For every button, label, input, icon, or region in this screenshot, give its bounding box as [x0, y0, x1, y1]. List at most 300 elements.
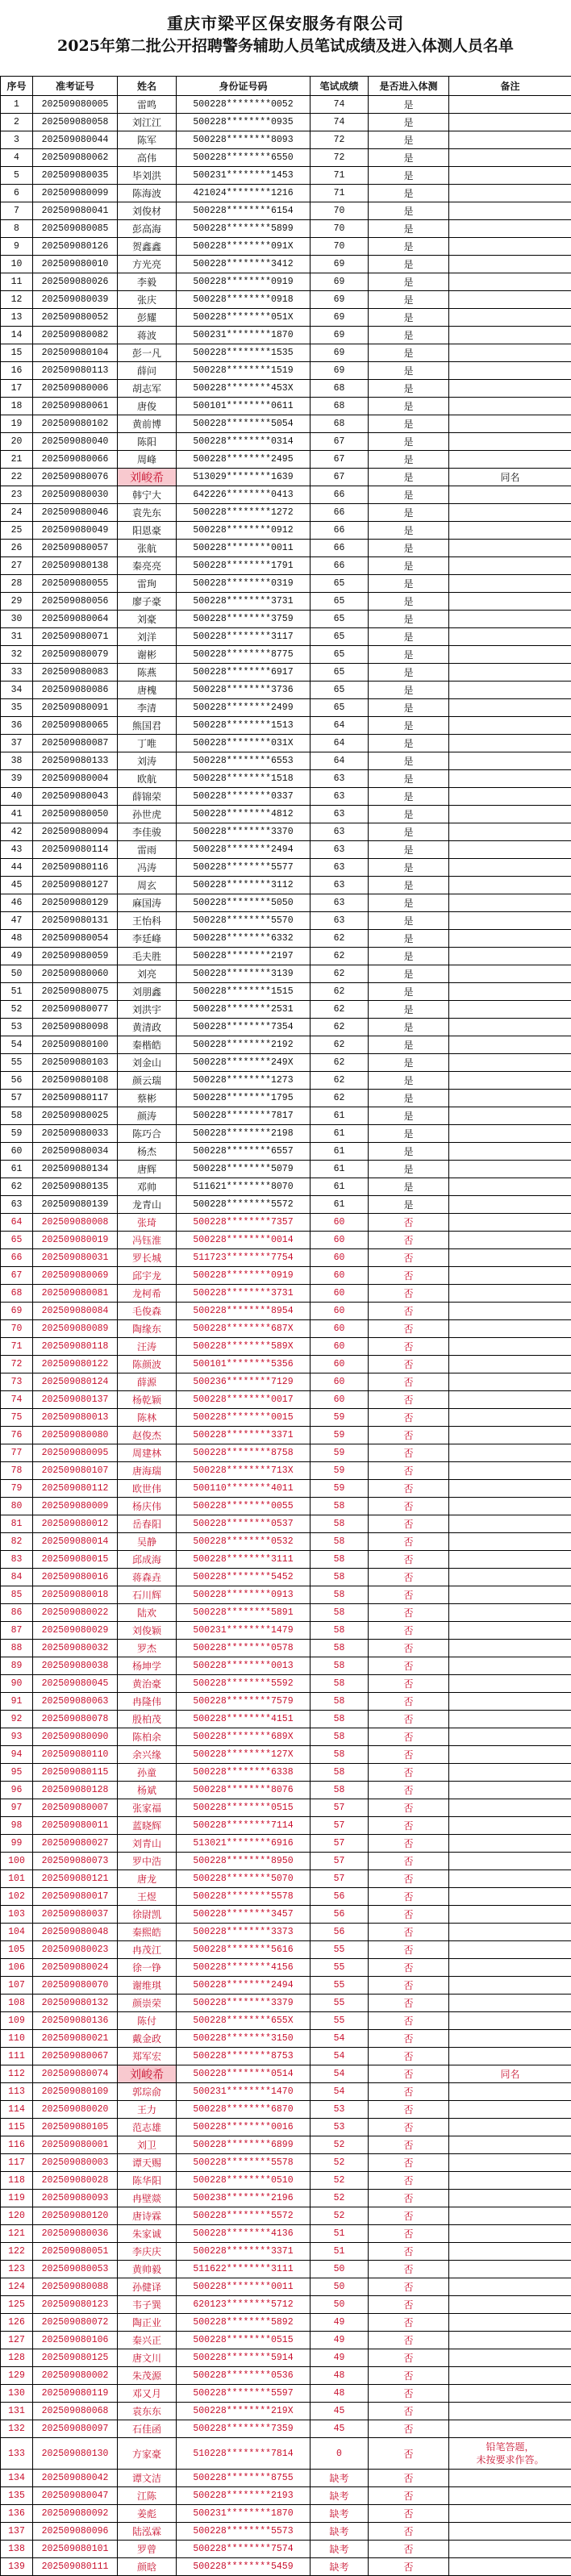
remarks [449, 717, 571, 735]
written-score: 69 [311, 256, 369, 273]
id-number: 500228********3371 [177, 2243, 311, 2261]
id-number: 500228********8755 [177, 2470, 311, 2487]
remarks [449, 1054, 571, 1072]
table-row [1, 1977, 571, 1995]
header-exam-number: 准考证号 [33, 77, 118, 96]
candidate-name: 刘洋 [118, 628, 177, 646]
written-score: 61 [311, 1107, 369, 1125]
list-title: 2025年第二批公开招聘警务辅助人员笔试成绩及进入体测人员名单 [0, 35, 571, 56]
table-row [1, 1888, 571, 1906]
exam-number: 202509080046 [33, 504, 118, 522]
advance-status: 否 [369, 1782, 449, 1799]
candidate-name: 徐一铮 [118, 1959, 177, 1977]
exam-number: 202509080074 [33, 2065, 118, 2083]
written-score: 55 [311, 1959, 369, 1977]
id-number: 500228********589X [177, 1338, 311, 1356]
remarks [449, 2296, 571, 2314]
candidate-name: 刘俊颖 [118, 1622, 177, 1640]
table-row [1, 1072, 571, 1090]
remarks [449, 1817, 571, 1835]
advance-status: 否 [369, 2207, 449, 2225]
id-number: 500228********3759 [177, 611, 311, 628]
exam-number: 202509080003 [33, 2154, 118, 2172]
exam-number: 202509080086 [33, 682, 118, 699]
remarks [449, 1995, 571, 2012]
id-number: 500228********3112 [177, 877, 311, 894]
candidate-name: 张航 [118, 540, 177, 557]
exam-number: 202509080109 [33, 2083, 118, 2101]
table-row [1, 752, 571, 770]
table-row [1, 2083, 571, 2101]
written-score: 57 [311, 1799, 369, 1817]
advance-status: 否 [369, 2367, 449, 2385]
advance-status: 否 [369, 1711, 449, 1728]
id-number: 500228********5892 [177, 2314, 311, 2332]
exam-number: 202509080112 [33, 1480, 118, 1498]
table-row [1, 2523, 571, 2541]
table-row [1, 1391, 571, 1409]
advance-status: 否 [369, 2558, 449, 2576]
id-number: 500228********6557 [177, 1143, 311, 1161]
written-score: 63 [311, 859, 369, 877]
id-number: 500228********6553 [177, 752, 311, 770]
remarks [449, 114, 571, 131]
advance-status: 是 [369, 983, 449, 1001]
id-number: 510228********7814 [177, 2438, 311, 2470]
written-score: 72 [311, 149, 369, 167]
id-number: 500228********1272 [177, 504, 311, 522]
table-row [1, 1764, 571, 1782]
written-score: 60 [311, 1320, 369, 1338]
exam-number: 202509080035 [33, 167, 118, 185]
candidate-name: 陈海波 [118, 185, 177, 202]
exam-number: 202509080051 [33, 2243, 118, 2261]
remarks [449, 1569, 571, 1586]
remarks [449, 1906, 571, 1924]
candidate-name: 刘亮 [118, 965, 177, 983]
advance-status: 否 [369, 1267, 449, 1285]
candidate-name: 李毅 [118, 273, 177, 291]
candidate-name: 杨斌 [118, 1782, 177, 1799]
id-number: 500228********3457 [177, 1906, 311, 1924]
table-row [1, 1444, 571, 1462]
exam-number: 202509080089 [33, 1320, 118, 1338]
written-score: 缺考 [311, 2523, 369, 2541]
exam-number: 202509080073 [33, 1853, 118, 1870]
candidate-name: 邱成海 [118, 1551, 177, 1569]
advance-status: 是 [369, 398, 449, 415]
id-number: 500228********6154 [177, 202, 311, 220]
candidate-name: 唐辉 [118, 1161, 177, 1178]
remarks [449, 522, 571, 540]
written-score: 69 [311, 362, 369, 380]
table-row [1, 983, 571, 1001]
written-score: 60 [311, 1391, 369, 1409]
row-index: 88 [1, 1640, 33, 1657]
id-number: 500228********5592 [177, 1675, 311, 1693]
candidate-name: 唐文川 [118, 2349, 177, 2367]
remarks [449, 2136, 571, 2154]
remarks [449, 1657, 571, 1675]
row-index: 83 [1, 1551, 33, 1569]
candidate-name: 雷珣 [118, 575, 177, 593]
advance-status: 是 [369, 1054, 449, 1072]
written-score: 59 [311, 1462, 369, 1480]
candidate-name: 龙青山 [118, 1196, 177, 1214]
remarks [449, 1604, 571, 1622]
id-number: 500228********5459 [177, 2558, 311, 2576]
exam-number: 202509080095 [33, 1444, 118, 1462]
remarks [449, 2385, 571, 2403]
row-index: 79 [1, 1480, 33, 1498]
row-index: 56 [1, 1072, 33, 1090]
table-row [1, 1285, 571, 1303]
advance-status: 否 [369, 1924, 449, 1941]
id-number: 500231********1479 [177, 1622, 311, 1640]
exam-number: 202509080080 [33, 1427, 118, 1444]
exam-number: 202509080067 [33, 2048, 118, 2065]
advance-status: 是 [369, 522, 449, 540]
written-score: 63 [311, 877, 369, 894]
written-score: 63 [311, 894, 369, 912]
advance-status: 否 [369, 2048, 449, 2065]
candidate-name: 谢彬 [118, 646, 177, 664]
id-number: 500228********5054 [177, 415, 311, 433]
remarks [449, 1338, 571, 1356]
written-score: 59 [311, 1427, 369, 1444]
table-row [1, 114, 571, 131]
table-row [1, 1959, 571, 1977]
exam-number: 202509080013 [33, 1409, 118, 1427]
row-index: 109 [1, 2012, 33, 2030]
row-index: 15 [1, 344, 33, 362]
candidate-name: 周玄 [118, 877, 177, 894]
candidate-name: 熊国君 [118, 717, 177, 735]
candidate-name: 杨乾颖 [118, 1391, 177, 1409]
candidate-name: 邱宇龙 [118, 1267, 177, 1285]
remarks [449, 1551, 571, 1569]
advance-status: 是 [369, 699, 449, 717]
table-row [1, 2558, 571, 2576]
table-row [1, 1267, 571, 1285]
candidate-name: 欧世伟 [118, 1480, 177, 1498]
table-row [1, 1214, 571, 1232]
row-index: 52 [1, 1001, 33, 1019]
exam-number: 202509080060 [33, 965, 118, 983]
table-row [1, 2487, 571, 2505]
table-row [1, 611, 571, 628]
exam-number: 202509080070 [33, 1977, 118, 1995]
exam-number: 202509080120 [33, 2207, 118, 2225]
advance-status: 否 [369, 2487, 449, 2505]
candidate-name: 谢维琪 [118, 1977, 177, 1995]
id-number: 500238********2196 [177, 2190, 311, 2207]
table-row [1, 2541, 571, 2558]
candidate-name: 黄帅毅 [118, 2261, 177, 2278]
row-index: 29 [1, 593, 33, 611]
id-number: 500228********0011 [177, 540, 311, 557]
advance-status: 是 [369, 1019, 449, 1036]
table-row [1, 2190, 571, 2207]
written-score: 61 [311, 1143, 369, 1161]
id-number: 500228********1795 [177, 1090, 311, 1107]
exam-number: 202509080123 [33, 2296, 118, 2314]
written-score: 70 [311, 220, 369, 238]
table-row [1, 2332, 571, 2349]
candidate-name: 麻国涛 [118, 894, 177, 912]
id-number: 500228********2193 [177, 2487, 311, 2505]
id-number: 500228********6338 [177, 1764, 311, 1782]
written-score: 66 [311, 557, 369, 575]
advance-status: 否 [369, 1498, 449, 1515]
table-row [1, 1586, 571, 1604]
advance-status: 否 [369, 2420, 449, 2438]
advance-status: 是 [369, 1143, 449, 1161]
row-index: 40 [1, 788, 33, 806]
exam-number: 202509080002 [33, 2367, 118, 2385]
advance-status: 是 [369, 469, 449, 486]
row-index: 41 [1, 806, 33, 823]
candidate-name: 袁东东 [118, 2403, 177, 2420]
advance-status: 否 [369, 1356, 449, 1373]
company-title: 重庆市梁平区保安服务有限公司 [0, 13, 571, 34]
id-number: 500228********6899 [177, 2136, 311, 2154]
advance-status: 是 [369, 131, 449, 149]
row-index: 2 [1, 114, 33, 131]
table-row [1, 273, 571, 291]
written-score: 58 [311, 1728, 369, 1746]
id-number: 500228********1519 [177, 362, 311, 380]
exam-number: 202509080053 [33, 2261, 118, 2278]
written-score: 67 [311, 451, 369, 469]
id-number: 500228********0052 [177, 96, 311, 114]
header-row [1, 77, 571, 96]
id-number: 500231********1453 [177, 167, 311, 185]
candidate-name: 陆欢 [118, 1604, 177, 1622]
candidate-name: 唐槐 [118, 682, 177, 699]
exam-number: 202509080108 [33, 1072, 118, 1090]
remarks [449, 2012, 571, 2030]
written-score: 57 [311, 1870, 369, 1888]
table-row [1, 1019, 571, 1036]
candidate-name: 颜云瑞 [118, 1072, 177, 1090]
written-score: 64 [311, 717, 369, 735]
table-row [1, 2101, 571, 2119]
candidate-name: 黄清政 [118, 1019, 177, 1036]
candidate-name: 罗曾 [118, 2541, 177, 2558]
remarks [449, 2030, 571, 2048]
table-row [1, 1835, 571, 1853]
written-score: 58 [311, 1622, 369, 1640]
row-index: 131 [1, 2403, 33, 2420]
table-row [1, 841, 571, 859]
row-index: 48 [1, 930, 33, 948]
written-score: 0 [311, 2438, 369, 2470]
exam-number: 202509080065 [33, 717, 118, 735]
exam-number: 202509080079 [33, 646, 118, 664]
id-number: 500228********3373 [177, 1924, 311, 1941]
row-index: 138 [1, 2541, 33, 2558]
remarks [449, 1356, 571, 1373]
candidate-name: 陆泓霖 [118, 2523, 177, 2541]
candidate-name: 陈军 [118, 131, 177, 149]
written-score: 68 [311, 415, 369, 433]
candidate-name: 袁先东 [118, 504, 177, 522]
written-score: 52 [311, 2207, 369, 2225]
row-index: 127 [1, 2332, 33, 2349]
advance-status: 是 [369, 735, 449, 752]
candidate-name: 赵俊杰 [118, 1427, 177, 1444]
exam-number: 202509080091 [33, 699, 118, 717]
id-number: 500228********8950 [177, 1853, 311, 1870]
header-index: 序号 [1, 77, 33, 96]
written-score: 58 [311, 1586, 369, 1604]
exam-number: 202509080018 [33, 1586, 118, 1604]
advance-status: 否 [369, 2172, 449, 2190]
table-row [1, 185, 571, 202]
exam-number: 202509080007 [33, 1799, 118, 1817]
written-score: 62 [311, 1090, 369, 1107]
row-index: 94 [1, 1746, 33, 1764]
table-row [1, 2172, 571, 2190]
candidate-name: 岳春阳 [118, 1515, 177, 1533]
remarks [449, 682, 571, 699]
candidate-name: 王煜 [118, 1888, 177, 1906]
table-row [1, 1640, 571, 1657]
candidate-name: 刘青山 [118, 1835, 177, 1853]
id-number: 500228********2531 [177, 1001, 311, 1019]
id-number: 500228********0515 [177, 1799, 311, 1817]
advance-status: 是 [369, 433, 449, 451]
remarks [449, 611, 571, 628]
row-index: 113 [1, 2083, 33, 2101]
row-index: 60 [1, 1143, 33, 1161]
advance-status: 是 [369, 1090, 449, 1107]
candidate-name: 彭一凡 [118, 344, 177, 362]
id-number: 500228********1518 [177, 770, 311, 788]
row-index: 51 [1, 983, 33, 1001]
row-index: 4 [1, 149, 33, 167]
candidate-name: 方家豪 [118, 2438, 177, 2470]
remarks [449, 699, 571, 717]
candidate-name: 冯涛 [118, 859, 177, 877]
exam-number: 202509080055 [33, 575, 118, 593]
candidate-name: 阳恩豪 [118, 522, 177, 540]
row-index: 115 [1, 2119, 33, 2136]
candidate-name: 刘俊材 [118, 202, 177, 220]
table-row [1, 202, 571, 220]
exam-number: 202509080088 [33, 2278, 118, 2296]
id-number: 500228********2494 [177, 1977, 311, 1995]
written-score: 58 [311, 1533, 369, 1551]
row-index: 3 [1, 131, 33, 149]
exam-number: 202509080137 [33, 1391, 118, 1409]
row-index: 5 [1, 167, 33, 185]
table-row [1, 593, 571, 611]
remarks [449, 273, 571, 291]
written-score: 63 [311, 770, 369, 788]
row-index: 103 [1, 1906, 33, 1924]
row-index: 76 [1, 1427, 33, 1444]
advance-status: 否 [369, 2190, 449, 2207]
row-index: 68 [1, 1285, 33, 1303]
remarks [449, 2470, 571, 2487]
id-number: 500228********2499 [177, 699, 311, 717]
row-index: 11 [1, 273, 33, 291]
candidate-name: 刘江江 [118, 114, 177, 131]
advance-status: 否 [369, 1799, 449, 1817]
remarks [449, 1711, 571, 1728]
advance-status: 是 [369, 238, 449, 256]
written-score: 62 [311, 1054, 369, 1072]
advance-status: 是 [369, 859, 449, 877]
candidate-name: 陶缘东 [118, 1320, 177, 1338]
remarks [449, 664, 571, 682]
exam-number: 202509080001 [33, 2136, 118, 2154]
written-score: 68 [311, 398, 369, 415]
written-score: 48 [311, 2367, 369, 2385]
remarks [449, 1019, 571, 1036]
table-row [1, 1782, 571, 1799]
written-score: 71 [311, 185, 369, 202]
written-score: 63 [311, 806, 369, 823]
advance-status: 是 [369, 273, 449, 291]
id-number: 500228********2495 [177, 451, 311, 469]
exam-number: 202509080024 [33, 1959, 118, 1977]
written-score: 49 [311, 2314, 369, 2332]
id-number: 500228********0515 [177, 2332, 311, 2349]
id-number: 500228********0532 [177, 1533, 311, 1551]
candidate-name: 杨庆伟 [118, 1498, 177, 1515]
remarks [449, 2314, 571, 2332]
candidate-name: 戴金政 [118, 2030, 177, 2048]
row-index: 99 [1, 1835, 33, 1853]
id-number: 500228********0013 [177, 1657, 311, 1675]
row-index: 43 [1, 841, 33, 859]
advance-status: 是 [369, 256, 449, 273]
remarks [449, 2558, 571, 2576]
remarks [449, 1782, 571, 1799]
remarks [449, 1125, 571, 1143]
remarks [449, 788, 571, 806]
remarks [449, 1444, 571, 1462]
id-number: 500228********4812 [177, 806, 311, 823]
advance-status: 是 [369, 930, 449, 948]
exam-number: 202509080128 [33, 1782, 118, 1799]
table-row [1, 735, 571, 752]
advance-status: 否 [369, 2065, 449, 2083]
candidate-name: 薛锦荣 [118, 788, 177, 806]
id-number: 500228********0537 [177, 1515, 311, 1533]
advance-status: 是 [369, 877, 449, 894]
remarks [449, 1214, 571, 1232]
id-number: 500228********5578 [177, 1888, 311, 1906]
written-score: 53 [311, 2101, 369, 2119]
exam-number: 202509080130 [33, 2438, 118, 2470]
advance-status: 否 [369, 2012, 449, 2030]
advance-status: 否 [369, 1746, 449, 1764]
advance-status: 是 [369, 362, 449, 380]
row-index: 66 [1, 1249, 33, 1267]
row-index: 122 [1, 2243, 33, 2261]
candidate-name: 孙童 [118, 1764, 177, 1782]
table-row [1, 1604, 571, 1622]
row-index: 20 [1, 433, 33, 451]
candidate-name: 孙健译 [118, 2278, 177, 2296]
advance-status: 否 [369, 2243, 449, 2261]
advance-status: 否 [369, 1551, 449, 1569]
row-index: 36 [1, 717, 33, 735]
